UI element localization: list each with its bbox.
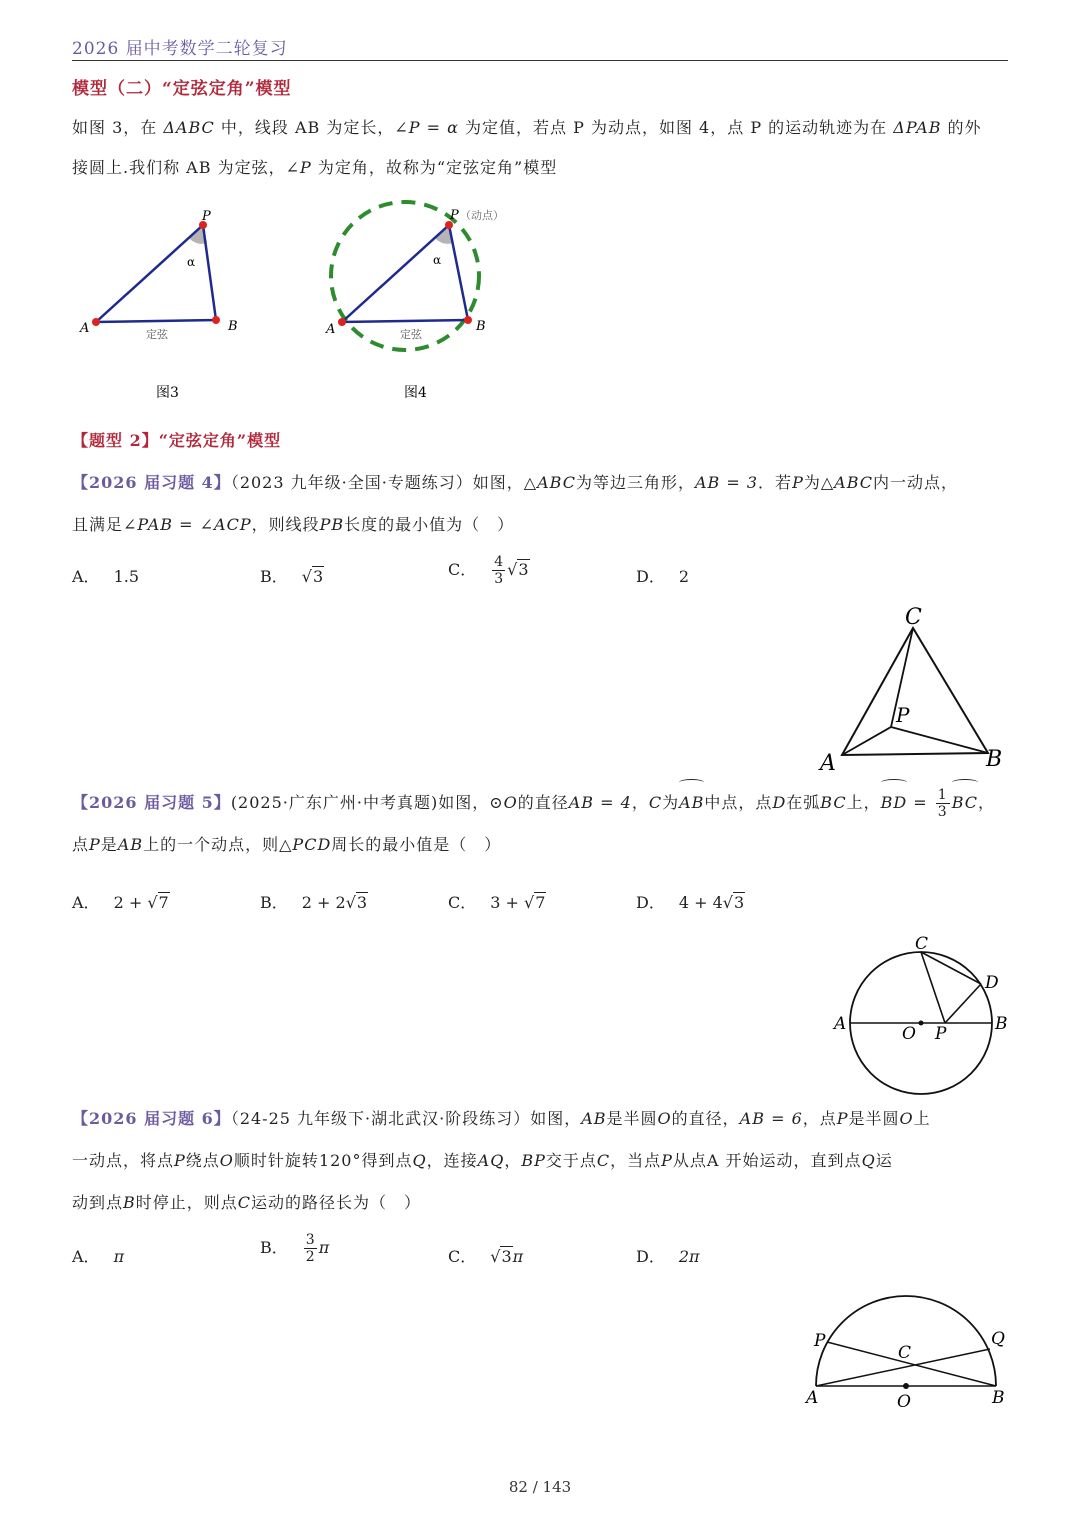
label-p: P: [896, 703, 910, 727]
section-heading: 模型（二）“定弦定角”模型: [72, 79, 292, 99]
moving-point-note: （动点）: [460, 209, 504, 222]
q5-option-c[interactable]: C． 3 + √7: [448, 893, 546, 912]
header-rule: [72, 60, 1008, 61]
triangle-abc: [842, 628, 988, 755]
figure-3: [72, 200, 272, 410]
question-6-line-1: 【2026 届习题 6】（24-25 九年级下·湖北武汉·阶段练习）如图，AB是半圆O的直径，AB = 6，点P是半圆O上: [72, 1109, 931, 1128]
q4-option-c[interactable]: C． $\frac{4}{3}$ √3: [448, 554, 529, 587]
question-tag: 【2026 届习题 6】: [72, 1109, 231, 1128]
label-alpha: α: [187, 255, 196, 269]
label-c: C: [915, 934, 929, 954]
q6-option-d[interactable]: D． 2π: [636, 1247, 700, 1266]
label-q: Q: [991, 1329, 1005, 1349]
q6-option-c[interactable]: C． √3π: [448, 1247, 524, 1266]
segment-bp: [891, 727, 988, 753]
point-b: [212, 316, 220, 324]
label-b: B: [476, 319, 486, 334]
intro-line-1: 如图 3，在 ΔABC 中，线段 AB 为定长，∠P = α 为定值，若点 P 为动点，如图 4，点 P 的运动轨迹为在 ΔPAB 的外: [72, 118, 982, 137]
label-p: P: [935, 1024, 947, 1044]
running-header: 2026 届中考数学二轮复习: [72, 39, 288, 59]
label-a: A: [80, 321, 90, 336]
q6-figure-semicircle: [796, 1286, 1026, 1416]
q4-option-d[interactable]: D． 2: [636, 567, 690, 586]
label-c: C: [898, 1343, 912, 1363]
question-tag: 【2026 届习题 4】: [72, 473, 231, 492]
point-a: [338, 318, 346, 326]
figure-caption: 图3: [156, 385, 179, 401]
q5-option-a[interactable]: A． 2 + √7: [72, 893, 169, 912]
figure-caption: 图4: [404, 385, 427, 401]
label-p: P: [814, 1331, 826, 1351]
q6-option-a[interactable]: A． π: [72, 1247, 125, 1266]
label-b: B: [992, 1388, 1005, 1408]
intro-line-2: 接圆上.我们称 AB 为定弦，∠P 为定角，故称为“定弦定角”模型: [72, 158, 558, 177]
label-o: O: [897, 1392, 911, 1412]
q4-figure-triangle: [812, 598, 1012, 778]
question-4-line-1: 【2026 届习题 4】（2023 九年级·全国·专题练习）如图，△ABC为等边三角形，AB = 3．若P为△ABC内一动点，: [72, 473, 959, 492]
question-5-line-1: 【2026 届习题 5】(2025·广东广州·中考真题)如图，⊙O的直径AB = 4，C为AB中点，点D在弧BC上，BD = $\frac{1}{3}$ BC，: [72, 782, 1012, 824]
page-number: 82 / 143: [508, 1478, 572, 1496]
question-6-line-3: 动到点B时停止，则点C运动的路径长为（ ）: [72, 1193, 422, 1212]
question-5: [72, 782, 1012, 866]
question-4-line-2: 且满足∠PAB = ∠ACP，则线段PB长度的最小值为（ ）: [72, 515, 515, 534]
point-a: [92, 318, 100, 326]
label-b: B: [995, 1014, 1008, 1034]
chord-label: 定弦: [400, 328, 422, 341]
chord-label: 定弦: [146, 328, 168, 341]
q5-option-d[interactable]: D． 4 + 4√3: [636, 893, 745, 912]
q6-option-b[interactable]: B． $\frac{3}{2}$ π: [260, 1232, 330, 1265]
center-dot: [919, 1021, 924, 1026]
question-5-line-2: 点P是AB上的一个动点，则△PCD周长的最小值是（ ）: [72, 835, 502, 854]
label-p: P: [202, 209, 211, 224]
label-b: B: [228, 319, 238, 334]
center-dot: [903, 1383, 909, 1389]
segment-dp: [945, 984, 981, 1023]
label-a: A: [820, 751, 836, 776]
q4-option-a[interactable]: A． 1.5: [72, 567, 140, 586]
question-4: [72, 462, 1012, 546]
label-b: B: [986, 747, 1003, 772]
label-a: A: [326, 322, 336, 337]
q4-option-b[interactable]: B． √3: [260, 567, 324, 586]
label-c: C: [905, 605, 922, 630]
label-p: P: [450, 208, 459, 223]
figure-4: [320, 200, 540, 410]
q5-figure-circle: [828, 930, 1018, 1100]
label-o: O: [902, 1024, 916, 1044]
question-tag: 【2026 届习题 5】: [72, 793, 231, 812]
label-alpha: α: [433, 253, 442, 267]
question-6-line-2: 一动点，将点P绕点O顺时针旋转120°得到点Q，连接AQ，BP交于点C，当点P从点A 开始运动，直到点Q运: [72, 1151, 893, 1170]
point-b: [464, 316, 472, 324]
label-a: A: [834, 1014, 847, 1034]
label-d: D: [985, 973, 999, 993]
question-type-heading: 【题型 2】“定弦定角”模型: [72, 431, 282, 450]
intro-paragraph: [72, 108, 1012, 188]
segment-bp: [827, 1342, 996, 1386]
semicircle-arc: [816, 1296, 996, 1386]
q5-option-b[interactable]: B． 2 + 2√3: [260, 893, 368, 912]
question-6: [72, 1098, 1012, 1224]
label-a: A: [806, 1388, 819, 1408]
